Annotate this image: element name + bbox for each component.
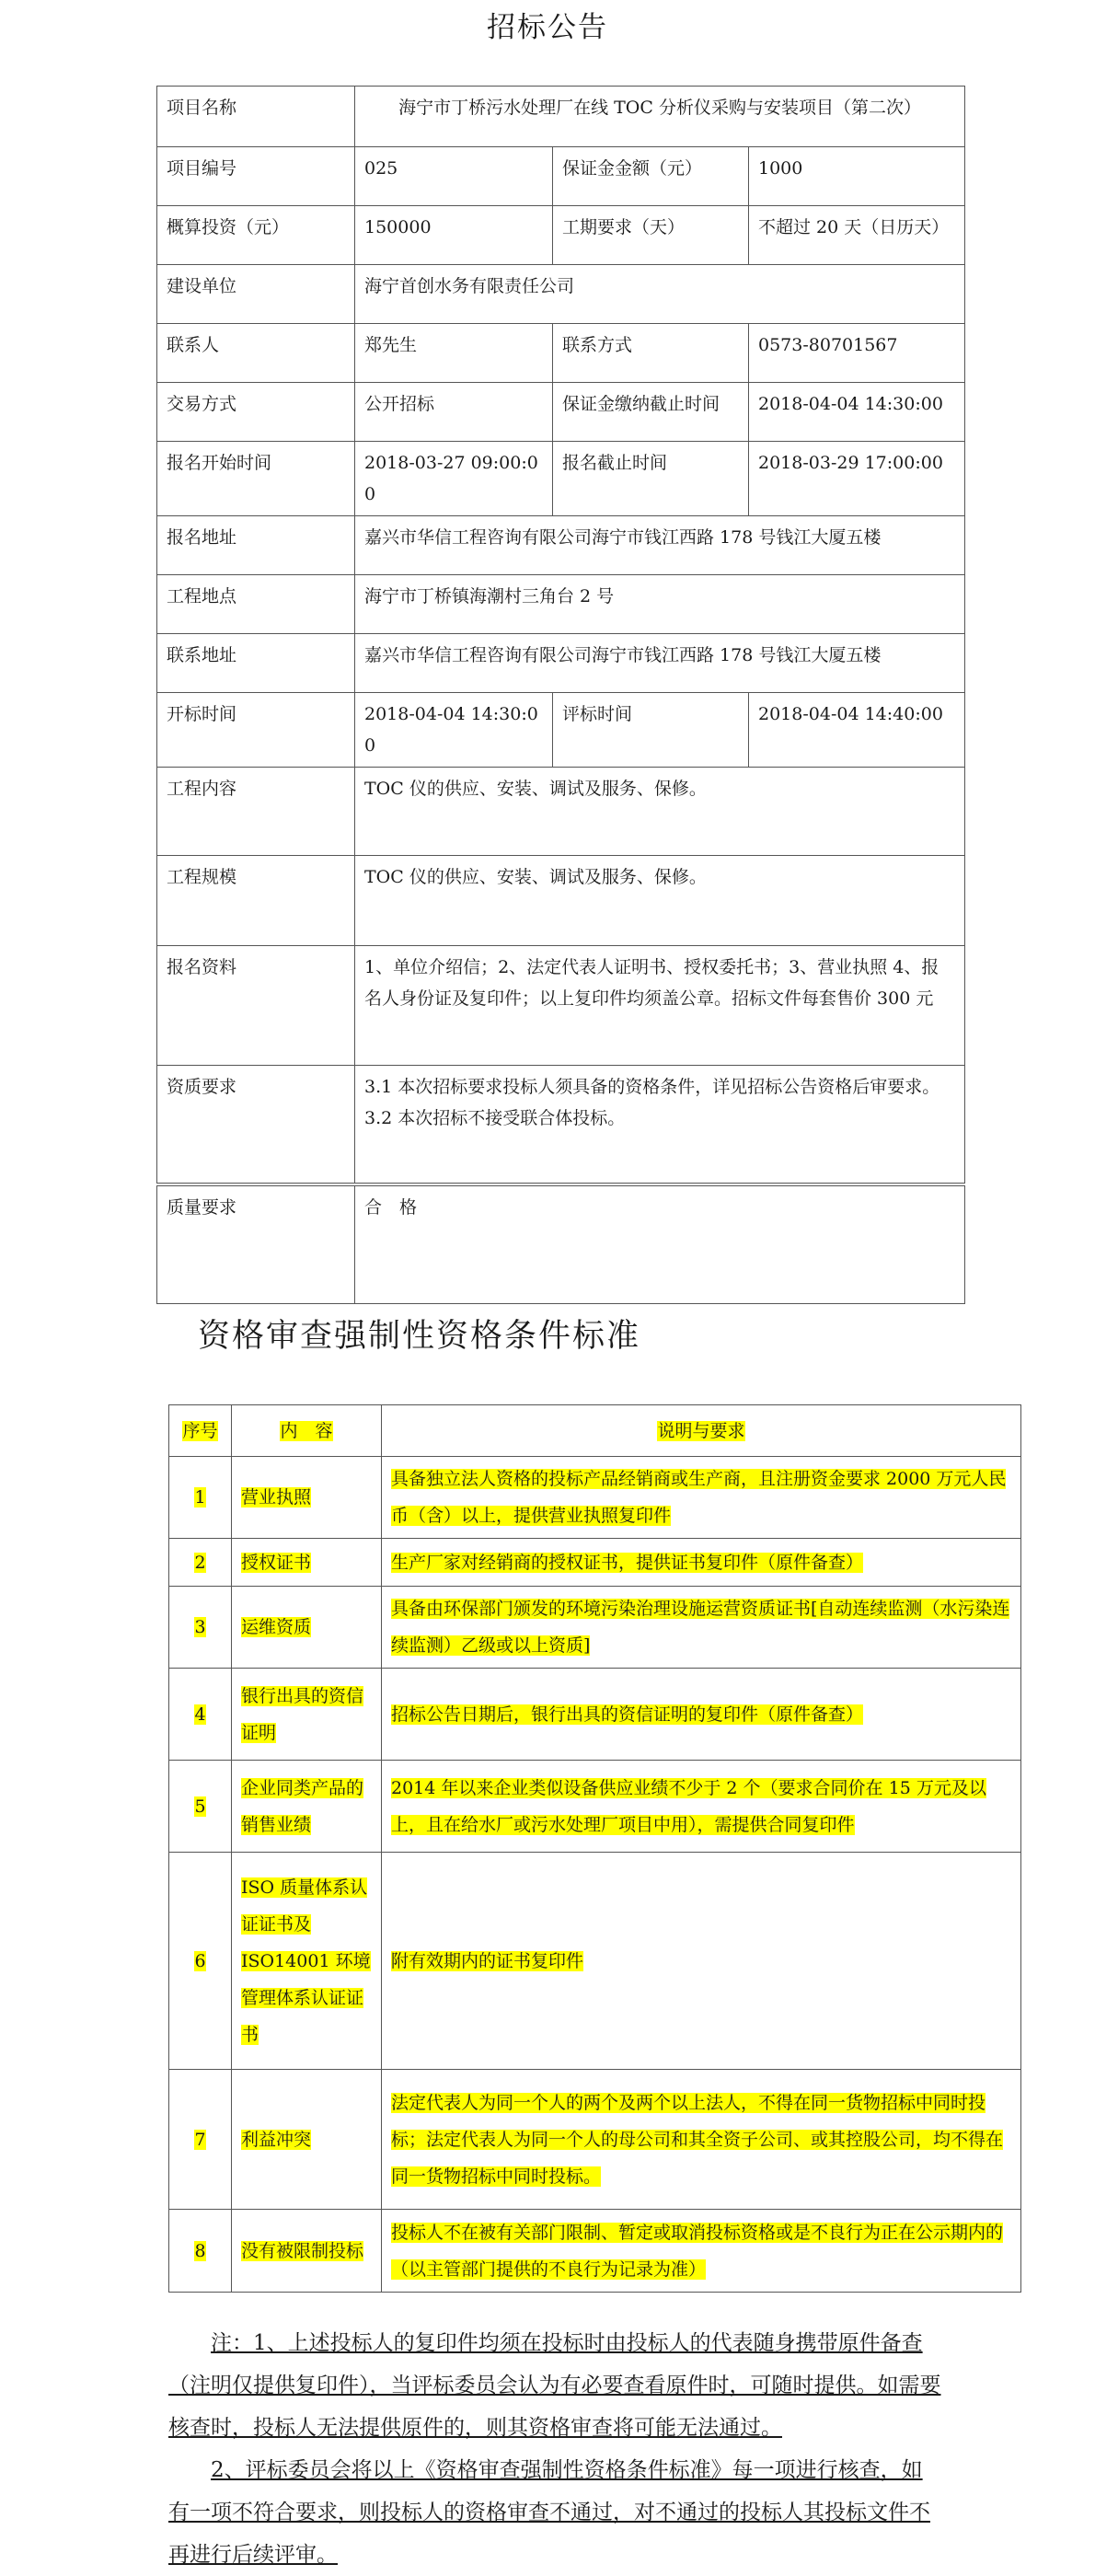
info-value: 海宁市丁桥镇海潮村三角台 2 号 xyxy=(355,575,965,634)
criteria-content: 没有被限制投标 xyxy=(241,2240,364,2261)
criteria-no: 7 xyxy=(194,2129,206,2150)
info-row xyxy=(157,693,965,768)
criteria-content: 银行出具的资信证明 xyxy=(241,1685,364,1743)
info-label: 保证金金额（元） xyxy=(553,147,749,206)
info-value: 2018-03-29 17:00:00 xyxy=(749,442,965,516)
section-title: 资格审查强制性资格条件标准 xyxy=(198,1318,641,1355)
info-row xyxy=(157,265,965,324)
criteria-desc: 投标人不在被有关部门限制、暂定或取消投标资格或是不良行为正在公示期内的（以主管部门提供的不良行为记录为准） xyxy=(391,2222,1004,2280)
criteria-desc: 具备独立法人资格的投标产品经销商或生产商，且注册资金要求 2000 万元人民币（含）以上，提供营业执照复印件 xyxy=(391,1469,1007,1526)
info-value: 2018-04-04 14:30:00 xyxy=(749,383,965,442)
criteria-no: 6 xyxy=(194,1950,206,1971)
info-label: 联系人 xyxy=(157,324,355,383)
info-value: 郑先生 xyxy=(355,324,553,383)
info-value: 150000 xyxy=(355,206,553,265)
info-row xyxy=(157,147,965,206)
criteria-desc: 法定代表人为同一个人的两个及两个以上法人，不得在同一货物招标中同时投标；法定代表人为同一个人的母公司和其全资子公司、或其控股公司，均不得在同一货物招标中同时投标。 xyxy=(391,2092,1004,2187)
info-row xyxy=(157,383,965,442)
info-row xyxy=(157,634,965,693)
info-label: 工程地点 xyxy=(157,575,355,634)
info-value: 嘉兴市华信工程咨询有限公司海宁市钱江西路 178 号钱江大厦五楼 xyxy=(355,516,965,575)
info-row xyxy=(157,1066,965,1184)
criteria-desc: 具备由环保部门颁发的环境污染治理设施运营资质证书[自动连续监测（水污染连续监测）乙级或以上资质] xyxy=(391,1599,1010,1656)
info-value: 0573-80701567 xyxy=(749,324,965,383)
criteria-row xyxy=(169,2070,1021,2210)
info-label: 保证金缴纳截止时间 xyxy=(553,383,749,442)
info-row xyxy=(157,87,965,147)
criteria-content: 企业同类产品的销售业绩 xyxy=(241,1777,364,1835)
info-value: 025 xyxy=(355,147,553,206)
criteria-no: 5 xyxy=(194,1796,206,1817)
info-value: 海宁首创水务有限责任公司 xyxy=(355,265,965,324)
info-row xyxy=(157,575,965,634)
criteria-header-row xyxy=(169,1405,1021,1457)
quality-table xyxy=(156,1185,965,1304)
quality-label: 质量要求 xyxy=(157,1186,355,1304)
info-value: TOC 仪的供应、安装、调试及服务、保修。 xyxy=(355,768,965,856)
info-value: 1000 xyxy=(749,147,965,206)
quality-row xyxy=(157,1186,965,1304)
criteria-row xyxy=(169,1853,1021,2070)
info-label: 工程规模 xyxy=(157,856,355,946)
criteria-row xyxy=(169,1539,1021,1587)
criteria-no: 1 xyxy=(194,1487,206,1507)
info-value: 3.1 本次招标要求投标人须具备的资格条件，详见招标公告资格后审要求。3.2 本次招标不接受联合体投标。 xyxy=(355,1066,965,1184)
criteria-table xyxy=(168,1404,1021,2293)
info-value: 海宁市丁桥污水处理厂在线 TOC 分析仪采购与安装项目（第二次） xyxy=(355,87,965,147)
info-value: 公开招标 xyxy=(355,383,553,442)
criteria-row xyxy=(169,1669,1021,1761)
info-row xyxy=(157,442,965,516)
criteria-row xyxy=(169,2210,1021,2293)
criteria-no: 4 xyxy=(194,1704,206,1725)
info-row xyxy=(157,324,965,383)
info-label: 报名开始时间 xyxy=(157,442,355,516)
header-desc: 说明与要求 xyxy=(657,1420,745,1441)
criteria-row xyxy=(169,1587,1021,1669)
info-value: 不超过 20 天（日历天） xyxy=(749,206,965,265)
criteria-no: 3 xyxy=(194,1617,206,1637)
info-label: 开标时间 xyxy=(157,693,355,768)
criteria-content: 利益冲突 xyxy=(241,2129,312,2150)
criteria-desc: 生产厂家对经销商的授权证书，提供证书复印件（原件备查） xyxy=(391,1552,864,1573)
criteria-desc: 附有效期内的证书复印件 xyxy=(391,1950,584,1971)
info-row xyxy=(157,206,965,265)
notes xyxy=(168,2322,941,2576)
info-value: 嘉兴市华信工程咨询有限公司海宁市钱江西路 178 号钱江大厦五楼 xyxy=(355,634,965,693)
info-label: 联系方式 xyxy=(553,324,749,383)
info-value: 2018-04-04 14:30:00 xyxy=(355,693,553,768)
project-info-table xyxy=(156,86,965,1184)
criteria-content: 运维资质 xyxy=(241,1617,312,1637)
info-value: TOC 仪的供应、安装、调试及服务、保修。 xyxy=(355,856,965,946)
info-label: 工程内容 xyxy=(157,768,355,856)
info-label: 项目名称 xyxy=(157,87,355,147)
info-label: 报名截止时间 xyxy=(553,442,749,516)
criteria-row xyxy=(169,1457,1021,1539)
criteria-desc: 2014 年以来企业类似设备供应业绩不少于 2 个（要求合同价在 15 万元及以上，且在给水厂或污水处理厂项目中用），需提供合同复印件 xyxy=(391,1777,986,1835)
info-row xyxy=(157,516,965,575)
header-content: 内 容 xyxy=(280,1420,333,1441)
criteria-row xyxy=(169,1761,1021,1853)
header-no: 序号 xyxy=(182,1420,218,1441)
info-label: 交易方式 xyxy=(157,383,355,442)
info-value: 1、单位介绍信；2、法定代表人证明书、授权委托书；3、营业执照 4、报名人身份证及复印件；以上复印件均须盖公章。招标文件每套售价 300 元 xyxy=(355,946,965,1066)
info-row xyxy=(157,856,965,946)
info-value: 2018-03-27 09:00:00 xyxy=(355,442,553,516)
info-label: 资质要求 xyxy=(157,1066,355,1184)
info-label: 联系地址 xyxy=(157,634,355,693)
criteria-content: 营业执照 xyxy=(241,1487,312,1507)
info-label: 报名资料 xyxy=(157,946,355,1066)
note-2: 2、评标委员会将以上《资格审查强制性资格条件标准》每一项进行核查，如有一项不符合要求，则投标人的资格审查不通过，对不通过的投标人其投标文件不再进行后续评审。 xyxy=(168,2458,930,2567)
criteria-content: ISO 质量体系认证证书及 ISO14001 环境管理体系认证证书 xyxy=(241,1877,371,2045)
info-label: 工期要求（天） xyxy=(553,206,749,265)
info-label: 建设单位 xyxy=(157,265,355,324)
info-label: 项目编号 xyxy=(157,147,355,206)
info-row xyxy=(157,946,965,1066)
criteria-no: 8 xyxy=(194,2240,206,2261)
info-row xyxy=(157,768,965,856)
criteria-desc: 招标公告日期后，银行出具的资信证明的复印件（原件备查） xyxy=(391,1704,864,1725)
info-label: 概算投资（元） xyxy=(157,206,355,265)
info-value: 2018-04-04 14:40:00 xyxy=(749,693,965,768)
info-label: 报名地址 xyxy=(157,516,355,575)
criteria-content: 授权证书 xyxy=(241,1552,312,1573)
criteria-no: 2 xyxy=(194,1552,206,1573)
page-title: 招标公告 xyxy=(487,11,608,44)
info-label: 评标时间 xyxy=(553,693,749,768)
note-1: 注：1、上述投标人的复印件均须在投标时由投标人的代表随身携带原件备查（注明仅提供复印件），当评标委员会认为有必要查看原件时，可随时提供。如需要核查时，投标人无法提供原件的，则其资格审查将可能无法通过。 xyxy=(168,2331,941,2440)
quality-value: 合 格 xyxy=(355,1186,965,1304)
